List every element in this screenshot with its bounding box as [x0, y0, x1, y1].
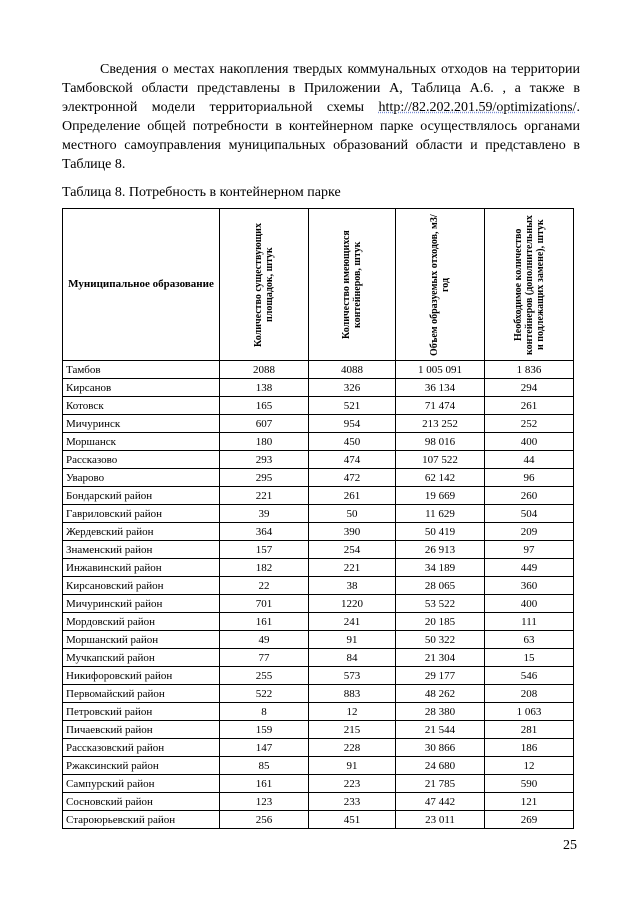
- waste-volume-cell: 62 142: [396, 469, 485, 487]
- existing-sites-cell: 123: [220, 793, 309, 811]
- intro-text: [62, 60, 580, 174]
- existing-containers-cell: 221: [309, 559, 396, 577]
- municipality-cell: Пичаевский район: [63, 721, 220, 739]
- existing-sites-cell: 157: [220, 541, 309, 559]
- waste-volume-cell: 71 474: [396, 397, 485, 415]
- table-row: [63, 757, 574, 775]
- header-required-containers: [485, 209, 574, 361]
- required-containers-cell: 590: [485, 775, 574, 793]
- required-containers-cell: 111: [485, 613, 574, 631]
- existing-containers-cell: 223: [309, 775, 396, 793]
- table-row: [63, 793, 574, 811]
- existing-containers-cell: 254: [309, 541, 396, 559]
- existing-containers-cell: 50: [309, 505, 396, 523]
- header-municipality: Муниципальное образование: [63, 209, 220, 361]
- waste-volume-cell: 21 785: [396, 775, 485, 793]
- header-existing-sites: [220, 209, 309, 361]
- intro-paragraph: [62, 60, 580, 174]
- required-containers-cell: 504: [485, 505, 574, 523]
- waste-volume-cell: 107 522: [396, 451, 485, 469]
- municipality-cell: Уварово: [63, 469, 220, 487]
- municipality-cell: Мичуринск: [63, 415, 220, 433]
- waste-volume-cell: 26 913: [396, 541, 485, 559]
- required-containers-cell: 97: [485, 541, 574, 559]
- table-row: [63, 613, 574, 631]
- existing-containers-cell: 390: [309, 523, 396, 541]
- municipality-cell: Мордовский район: [63, 613, 220, 631]
- existing-containers-cell: 233: [309, 793, 396, 811]
- intro-text-start: Сведения о местах накопления твердых коммунальных отходов на территории Тамбовской области представлены в Приложении А, Таблица А.6. , а также в электронной модели территориальной схемы: [62, 62, 580, 115]
- existing-containers-cell: 261: [309, 487, 396, 505]
- existing-sites-cell: 180: [220, 433, 309, 451]
- existing-containers-cell: 954: [309, 415, 396, 433]
- waste-volume-cell: 28 065: [396, 577, 485, 595]
- municipality-cell: Староюрьевский район: [63, 811, 220, 829]
- existing-containers-cell: 215: [309, 721, 396, 739]
- header-waste-volume-label: Объем образуемых отходов, м3/год: [429, 213, 451, 356]
- header-existing-containers-label: Количество имеющихся контейнеров, штук: [341, 230, 363, 339]
- required-containers-cell: 44: [485, 451, 574, 469]
- existing-sites-cell: 293: [220, 451, 309, 469]
- municipality-cell: Сосновский район: [63, 793, 220, 811]
- existing-sites-cell: 701: [220, 595, 309, 613]
- header-existing-sites-label: Количество существующих площадок, штук: [253, 222, 275, 347]
- municipality-cell: Рассказовский район: [63, 739, 220, 757]
- table-row: [63, 397, 574, 415]
- waste-volume-cell: 21 304: [396, 649, 485, 667]
- existing-sites-cell: 85: [220, 757, 309, 775]
- waste-volume-cell: 36 134: [396, 379, 485, 397]
- existing-containers-cell: 474: [309, 451, 396, 469]
- header-existing-containers: [309, 209, 396, 361]
- container-needs-table: [62, 208, 574, 829]
- municipality-cell: Бондарский район: [63, 487, 220, 505]
- required-containers-cell: 12: [485, 757, 574, 775]
- existing-sites-cell: 138: [220, 379, 309, 397]
- required-containers-cell: 281: [485, 721, 574, 739]
- existing-sites-cell: 39: [220, 505, 309, 523]
- waste-volume-cell: 213 252: [396, 415, 485, 433]
- waste-volume-cell: 24 680: [396, 757, 485, 775]
- existing-sites-cell: 22: [220, 577, 309, 595]
- table-row: [63, 469, 574, 487]
- table-row: [63, 523, 574, 541]
- waste-volume-cell: 50 322: [396, 631, 485, 649]
- existing-containers-cell: 450: [309, 433, 396, 451]
- municipality-cell: Знаменский район: [63, 541, 220, 559]
- header-required-containers-label: Необходимое количество контейнеров (дополнительных и подлежащих замене), штук: [512, 214, 546, 355]
- table-row: [63, 739, 574, 757]
- municipality-cell: Тамбов: [63, 361, 220, 379]
- header-waste-volume: [396, 209, 485, 361]
- municipality-cell: Кирсановский район: [63, 577, 220, 595]
- waste-volume-cell: 48 262: [396, 685, 485, 703]
- required-containers-cell: 96: [485, 469, 574, 487]
- municipality-cell: Ржаксинский район: [63, 757, 220, 775]
- existing-containers-cell: 521: [309, 397, 396, 415]
- municipality-cell: Первомайский район: [63, 685, 220, 703]
- existing-containers-cell: 326: [309, 379, 396, 397]
- waste-volume-cell: 11 629: [396, 505, 485, 523]
- required-containers-cell: 121: [485, 793, 574, 811]
- municipality-cell: Никифоровский район: [63, 667, 220, 685]
- table-row: [63, 595, 574, 613]
- waste-volume-cell: 1 005 091: [396, 361, 485, 379]
- municipality-cell: Моршанск: [63, 433, 220, 451]
- existing-containers-cell: 38: [309, 577, 396, 595]
- existing-sites-cell: 256: [220, 811, 309, 829]
- existing-sites-cell: 8: [220, 703, 309, 721]
- required-containers-cell: 261: [485, 397, 574, 415]
- existing-sites-cell: 221: [220, 487, 309, 505]
- existing-sites-cell: 607: [220, 415, 309, 433]
- municipality-cell: Кирсанов: [63, 379, 220, 397]
- table-row: [63, 811, 574, 829]
- required-containers-cell: 1 836: [485, 361, 574, 379]
- table-row: [63, 541, 574, 559]
- waste-volume-cell: 30 866: [396, 739, 485, 757]
- existing-sites-cell: 159: [220, 721, 309, 739]
- existing-sites-cell: 77: [220, 649, 309, 667]
- existing-containers-cell: 883: [309, 685, 396, 703]
- waste-volume-cell: 23 011: [396, 811, 485, 829]
- required-containers-cell: 208: [485, 685, 574, 703]
- existing-sites-cell: 161: [220, 613, 309, 631]
- waste-volume-cell: 98 016: [396, 433, 485, 451]
- table-row: [63, 559, 574, 577]
- existing-sites-cell: 364: [220, 523, 309, 541]
- table-row: [63, 361, 574, 379]
- municipality-cell: Мучкапский район: [63, 649, 220, 667]
- territorial-scheme-link[interactable]: http://82.202.201.59/optimizations/: [378, 100, 577, 115]
- waste-volume-cell: 29 177: [396, 667, 485, 685]
- existing-containers-cell: 228: [309, 739, 396, 757]
- waste-volume-cell: 21 544: [396, 721, 485, 739]
- table-row: [63, 685, 574, 703]
- existing-containers-cell: 573: [309, 667, 396, 685]
- existing-sites-cell: 522: [220, 685, 309, 703]
- table-body: [63, 361, 574, 829]
- municipality-cell: Мичуринский район: [63, 595, 220, 613]
- required-containers-cell: 260: [485, 487, 574, 505]
- table-row: [63, 703, 574, 721]
- existing-sites-cell: 49: [220, 631, 309, 649]
- existing-containers-cell: 241: [309, 613, 396, 631]
- waste-volume-cell: 47 442: [396, 793, 485, 811]
- required-containers-cell: 294: [485, 379, 574, 397]
- waste-volume-cell: 53 522: [396, 595, 485, 613]
- existing-sites-cell: 161: [220, 775, 309, 793]
- page-number: 25: [563, 838, 577, 853]
- municipality-cell: Моршанский район: [63, 631, 220, 649]
- required-containers-cell: 400: [485, 595, 574, 613]
- table-caption: Таблица 8. Потребность в контейнерном парке: [62, 185, 341, 200]
- existing-sites-cell: 2088: [220, 361, 309, 379]
- required-containers-cell: 360: [485, 577, 574, 595]
- municipality-cell: Жердевский район: [63, 523, 220, 541]
- municipality-cell: Котовск: [63, 397, 220, 415]
- table-row: [63, 415, 574, 433]
- waste-volume-cell: 50 419: [396, 523, 485, 541]
- table-row: [63, 379, 574, 397]
- municipality-cell: Сампурский район: [63, 775, 220, 793]
- table-row: [63, 505, 574, 523]
- required-containers-cell: 15: [485, 649, 574, 667]
- existing-containers-cell: 91: [309, 757, 396, 775]
- existing-sites-cell: 165: [220, 397, 309, 415]
- waste-volume-cell: 34 189: [396, 559, 485, 577]
- table-row: [63, 667, 574, 685]
- existing-containers-cell: 12: [309, 703, 396, 721]
- required-containers-cell: 269: [485, 811, 574, 829]
- required-containers-cell: 1 063: [485, 703, 574, 721]
- municipality-cell: Петровский район: [63, 703, 220, 721]
- required-containers-cell: 449: [485, 559, 574, 577]
- table-row: [63, 487, 574, 505]
- required-containers-cell: 209: [485, 523, 574, 541]
- municipality-cell: Инжавинский район: [63, 559, 220, 577]
- table-row: [63, 577, 574, 595]
- existing-containers-cell: 84: [309, 649, 396, 667]
- table-row: [63, 649, 574, 667]
- table-row: [63, 451, 574, 469]
- existing-containers-cell: 91: [309, 631, 396, 649]
- required-containers-cell: 63: [485, 631, 574, 649]
- existing-containers-cell: 4088: [309, 361, 396, 379]
- existing-containers-cell: 451: [309, 811, 396, 829]
- waste-volume-cell: 19 669: [396, 487, 485, 505]
- table-row: [63, 433, 574, 451]
- existing-sites-cell: 295: [220, 469, 309, 487]
- municipality-cell: Гавриловский район: [63, 505, 220, 523]
- required-containers-cell: 400: [485, 433, 574, 451]
- existing-sites-cell: 147: [220, 739, 309, 757]
- intro-text-end: . Определение общей потребности в контейнерном парке осуществлялось органами местного самоуправления муниципальных образований области и представлено в Таблице 8.: [62, 100, 580, 172]
- required-containers-cell: 252: [485, 415, 574, 433]
- required-containers-cell: 186: [485, 739, 574, 757]
- existing-containers-cell: 1220: [309, 595, 396, 613]
- table-row: [63, 721, 574, 739]
- table-header-row: [63, 209, 574, 361]
- waste-volume-cell: 28 380: [396, 703, 485, 721]
- existing-containers-cell: 472: [309, 469, 396, 487]
- table-row: [63, 631, 574, 649]
- existing-sites-cell: 182: [220, 559, 309, 577]
- municipality-cell: Рассказово: [63, 451, 220, 469]
- existing-sites-cell: 255: [220, 667, 309, 685]
- waste-volume-cell: 20 185: [396, 613, 485, 631]
- table-row: [63, 775, 574, 793]
- required-containers-cell: 546: [485, 667, 574, 685]
